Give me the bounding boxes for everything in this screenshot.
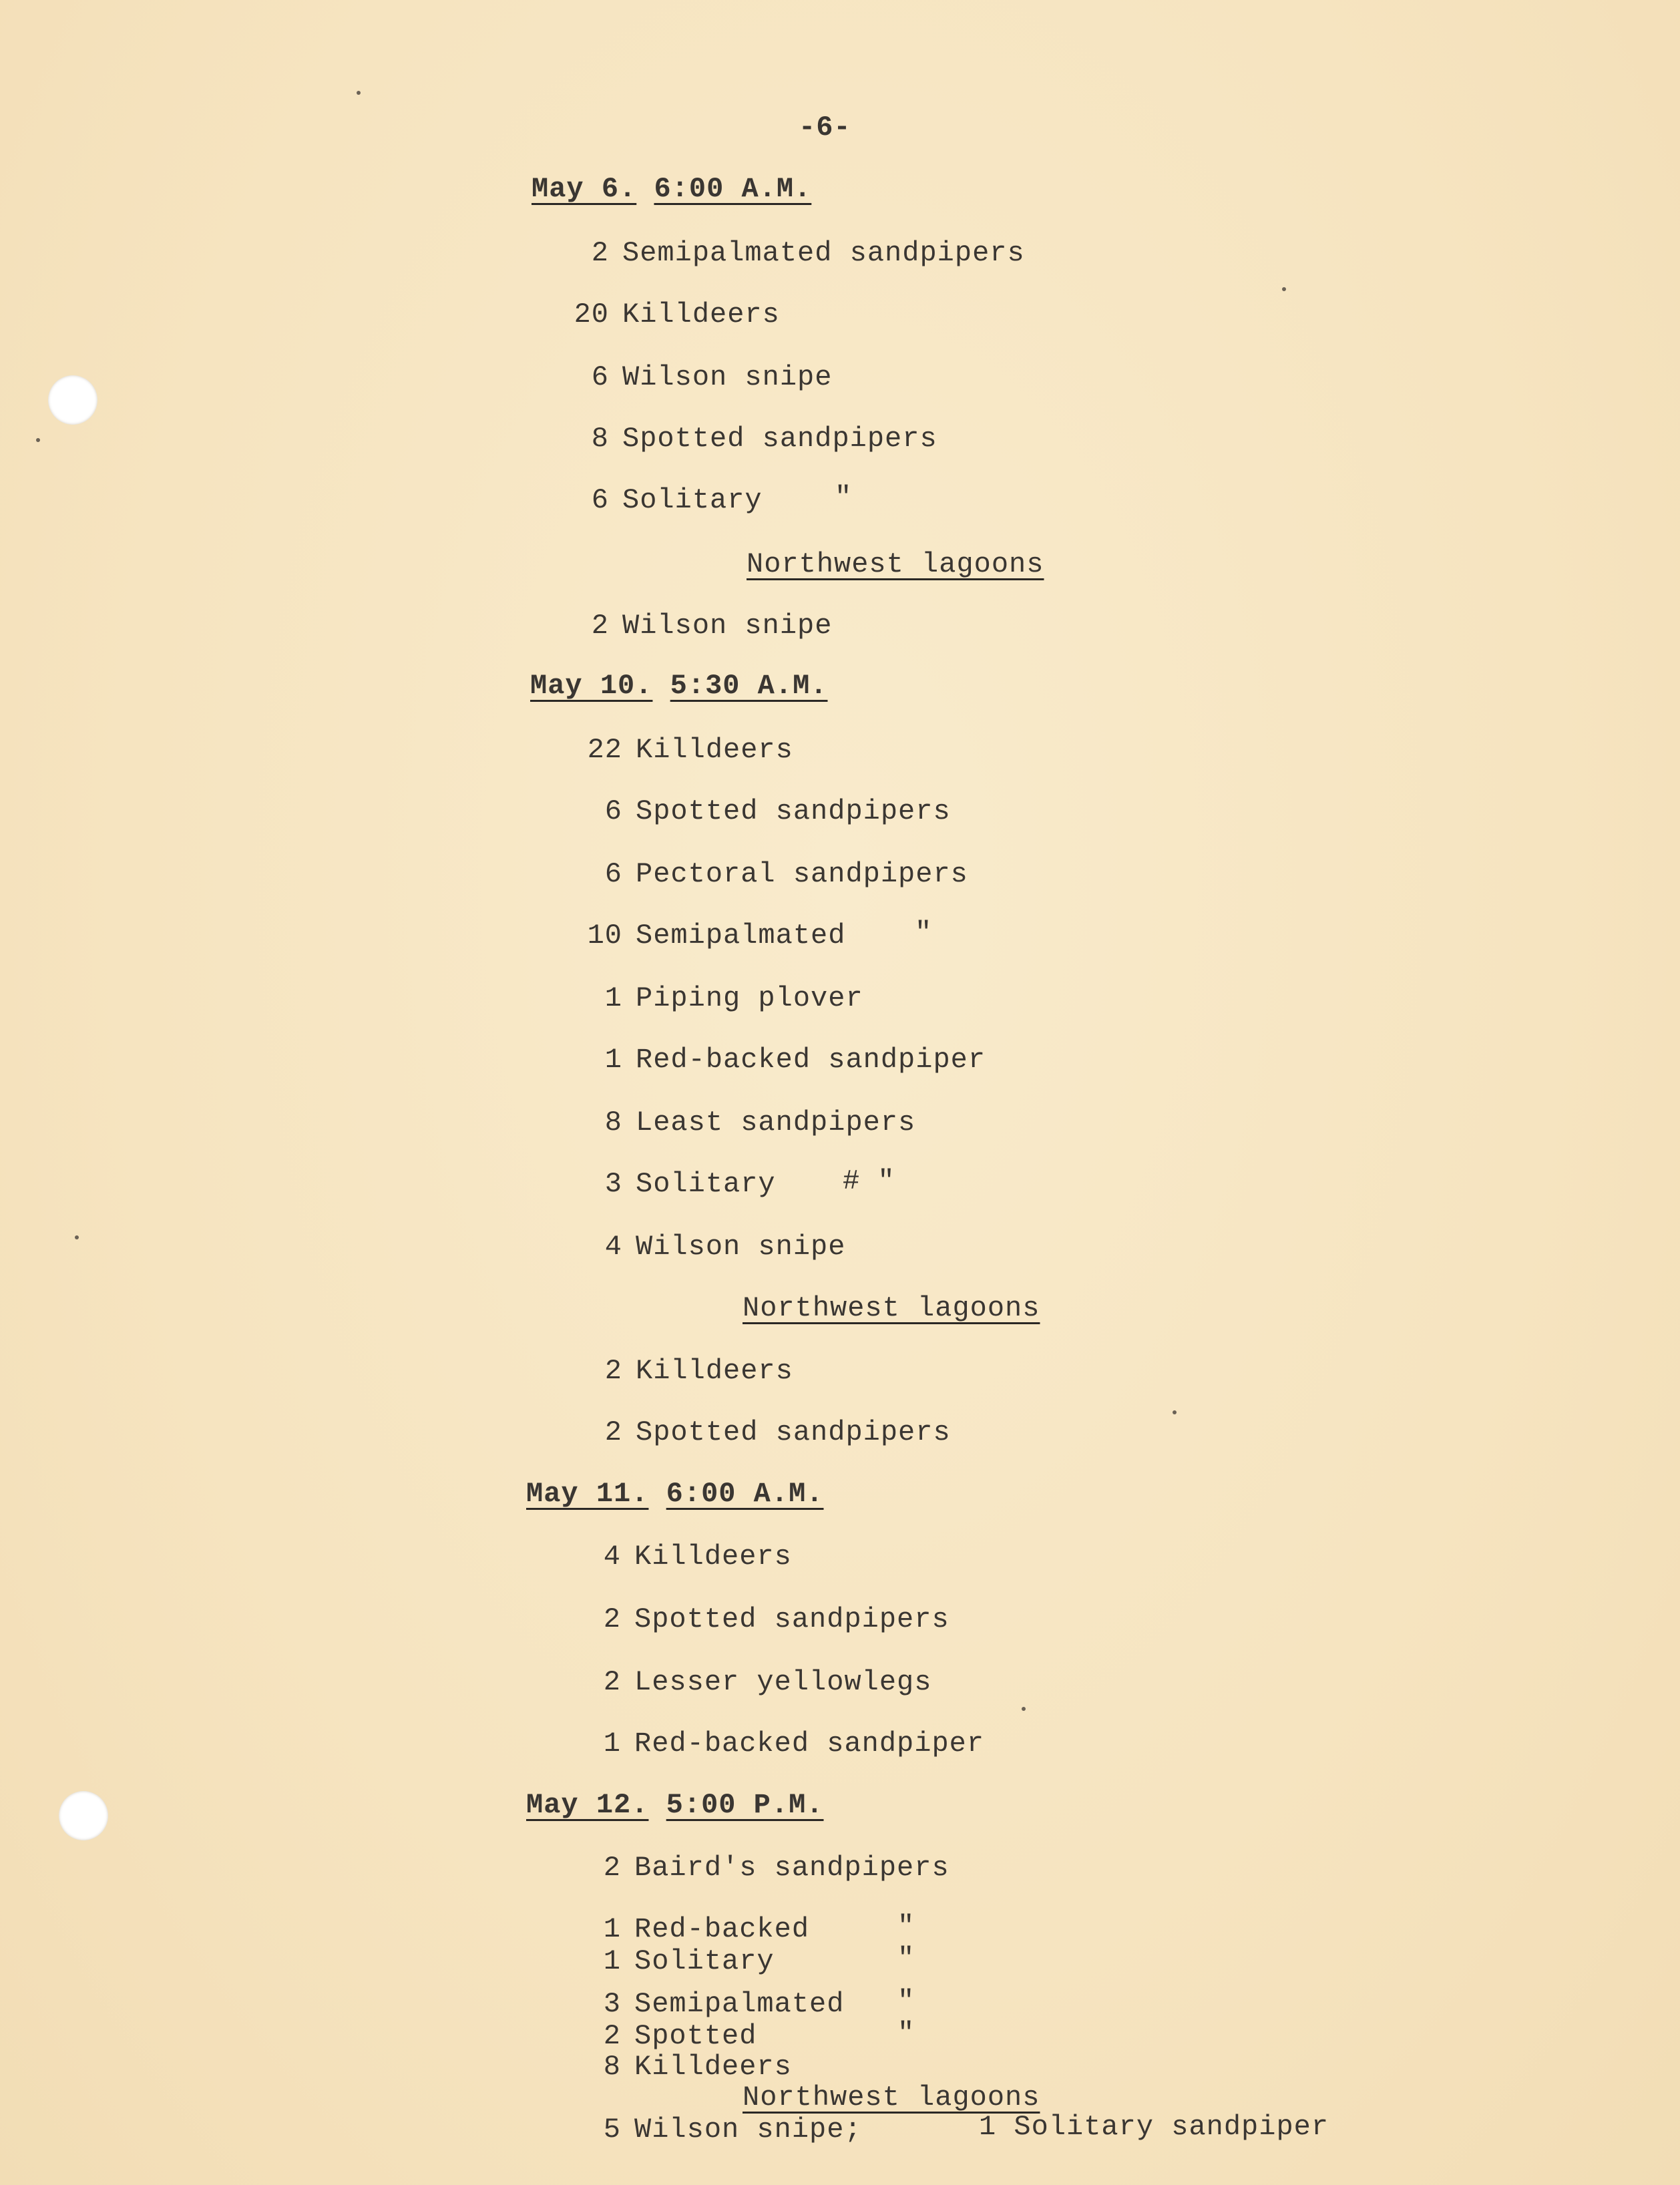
ditto-mark: " — [897, 1911, 915, 1943]
entry-count: 3 — [604, 1168, 622, 1200]
binder-hole-bottom — [59, 1791, 108, 1840]
entry-count: 2 — [604, 1355, 622, 1387]
entry-count: 20 — [574, 299, 609, 331]
list-item — [569, 1605, 950, 1633]
list-item — [570, 860, 968, 888]
list-item — [569, 1915, 809, 1943]
entry-count: 6 — [591, 361, 609, 393]
entry-count: 4 — [604, 1231, 622, 1263]
section-date: May 11. — [526, 1478, 649, 1510]
entry-species: Wilson snipe — [636, 1231, 846, 1263]
list-item — [569, 1990, 844, 2018]
section-heading — [532, 175, 811, 203]
paper-speck — [75, 1235, 79, 1239]
entry-species: Semipalmated — [636, 920, 846, 952]
entry-count: 1 — [604, 982, 622, 1014]
list-item — [557, 486, 763, 514]
entry-extra: 1 Solitary sandpiper — [979, 2111, 1329, 2143]
entry-species: Pectoral sandpipers — [636, 858, 968, 890]
entry-species: Red-backed — [634, 1913, 810, 1945]
entry-count: 8 — [604, 1107, 622, 1139]
list-item — [570, 1357, 793, 1385]
section-heading — [530, 672, 828, 700]
binder-hole-top — [48, 375, 97, 425]
entry-species: Killdeers — [636, 1355, 793, 1387]
entry-count: 2 — [603, 1852, 621, 1884]
entry-species: Piping plover — [636, 982, 863, 1014]
list-item — [557, 425, 937, 453]
list-item — [570, 984, 863, 1012]
entry-count: 2 — [603, 1603, 621, 1635]
list-item — [570, 1170, 776, 1198]
entry-count: 8 — [603, 2051, 621, 2083]
list-item — [569, 1730, 984, 1758]
entry-count: 10 — [587, 920, 622, 952]
entry-species: Killdeers — [634, 1541, 792, 1573]
entry-species: Red-backed sandpiper — [636, 1044, 986, 1076]
entry-count: 4 — [603, 1541, 621, 1573]
entry-count: 2 — [603, 2020, 621, 2052]
entry-count: 2 — [604, 1416, 622, 1448]
subsection-heading: Northwest lagoons — [747, 548, 1044, 580]
entry-species: Baird's sandpipers — [634, 1852, 950, 1884]
entry-count: 1 — [603, 1913, 621, 1945]
section-time: 5:30 A.M. — [670, 670, 828, 702]
list-item — [570, 1418, 951, 1446]
ditto-mark: " — [897, 1943, 915, 1975]
ditto-mark: # " — [843, 1165, 895, 1197]
list-item — [557, 612, 832, 640]
paper-speck — [1022, 1707, 1026, 1711]
entry-count: 2 — [603, 1666, 621, 1698]
entry-species: Wilson snipe; — [634, 2114, 862, 2146]
entry-count: 6 — [604, 858, 622, 890]
section-time: 5:00 P.M. — [666, 1789, 824, 1821]
entry-count: 1 — [604, 1044, 622, 1076]
list-item — [569, 2116, 862, 2144]
entry-species: Spotted sandpipers — [636, 1416, 951, 1448]
section-date: May 6. — [532, 173, 637, 205]
subsection-heading: Northwest lagoons — [743, 1292, 1040, 1324]
section-time: 6:00 A.M. — [654, 173, 812, 205]
paper-speck — [357, 91, 361, 95]
entry-species: Solitary — [622, 484, 763, 516]
entry-species: Solitary — [634, 1945, 775, 1977]
list-item — [569, 1543, 792, 1571]
list-item — [570, 1109, 915, 1137]
entry-count: 2 — [591, 610, 609, 642]
list-item — [557, 301, 780, 329]
list-item — [569, 2022, 757, 2050]
entry-species: Spotted sandpipers — [636, 795, 951, 827]
ditto-mark: " — [897, 2017, 915, 2049]
list-item — [569, 1947, 775, 1975]
ditto-mark: " — [897, 1985, 915, 2017]
section-heading — [526, 1480, 824, 1508]
entry-species: Killdeers — [622, 299, 780, 331]
list-item — [557, 239, 1025, 267]
list-item — [570, 1233, 845, 1261]
list-item — [569, 1668, 931, 1696]
subsection-heading: Northwest lagoons — [743, 2081, 1040, 2114]
entry-count: 3 — [603, 1988, 621, 2020]
entry-count: 1 — [603, 1945, 621, 1977]
list-item — [570, 797, 951, 825]
section-date: May 12. — [526, 1789, 649, 1821]
entry-count: 6 — [604, 795, 622, 827]
entry-count: 1 — [603, 1728, 621, 1760]
list-item — [569, 2053, 792, 2081]
section-date: May 10. — [530, 670, 653, 702]
entry-species: Solitary — [636, 1168, 776, 1200]
entry-species: Wilson snipe — [622, 361, 833, 393]
entry-species: Spotted — [634, 2020, 757, 2052]
section-time: 6:00 A.M. — [666, 1478, 824, 1510]
entry-species: Red-backed sandpiper — [634, 1728, 985, 1760]
entry-count: 2 — [591, 237, 609, 269]
paper-speck — [36, 438, 40, 442]
list-item — [557, 363, 832, 391]
entry-species: Lesser yellowlegs — [634, 1666, 932, 1698]
paper-speck — [1282, 287, 1286, 291]
list-item — [570, 1046, 986, 1074]
entry-count: 8 — [591, 423, 609, 455]
entry-count: 22 — [587, 734, 622, 766]
ditto-mark: " — [915, 917, 933, 949]
paper-speck — [1173, 1410, 1177, 1414]
entry-species: Spotted sandpipers — [622, 423, 937, 455]
entry-count: 5 — [603, 2114, 621, 2146]
entry-species: Least sandpipers — [636, 1107, 916, 1139]
list-item — [570, 922, 845, 950]
entry-species: Killdeers — [634, 2051, 792, 2083]
list-item — [569, 1854, 950, 1882]
entry-species: Killdeers — [636, 734, 793, 766]
ditto-mark: " — [835, 481, 853, 514]
list-item — [570, 736, 793, 764]
entry-species: Wilson snipe — [622, 610, 833, 642]
entry-species: Semipalmated sandpipers — [622, 237, 1025, 269]
section-heading — [526, 1791, 824, 1819]
entry-species: Spotted sandpipers — [634, 1603, 950, 1635]
page-number: -6- — [799, 112, 851, 144]
entry-count: 6 — [591, 484, 609, 516]
entry-species: Semipalmated — [634, 1988, 845, 2020]
